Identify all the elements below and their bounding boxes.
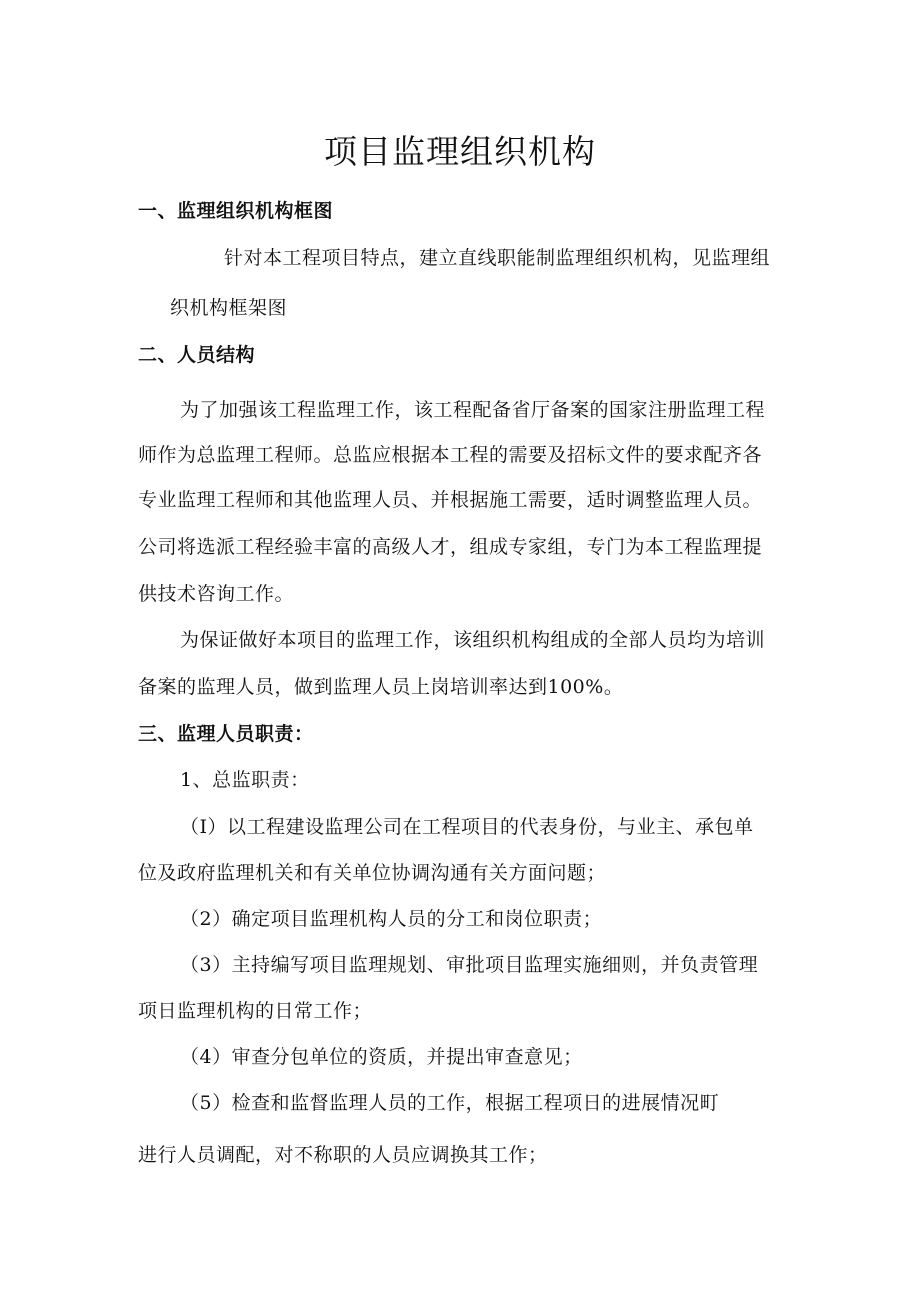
s3-item-3-line-1: （3）主持编写项目监理规划、审批项目监理实施细则，并负责管理 <box>180 954 759 976</box>
s1-paragraph-line-1: 针对本工程项目特点，建立直线职能制监理组织机构，见监理组 <box>224 247 771 269</box>
s3-item-5-line-1: （5）检查和监督监理人员的工作，根据工程项日的进展情况町 <box>180 1092 720 1114</box>
s3-item-1-line-1: （I）以工程建设监理公司在工程项目的代表身份，与业主、承包单 <box>180 816 754 838</box>
s3-item-5-line-2: 进行人员调配，对不称职的人员应调换其工作； <box>138 1144 548 1166</box>
s3-item-4: （4）审查分包单位的资质，并提出审查意见； <box>180 1046 583 1068</box>
page-title: 项目监理组织机构 <box>324 132 596 171</box>
s2-paragraph-1-line-1: 为了加强该工程监理工作，该工程配备省厅备案的国家注册监理工程 <box>180 399 766 421</box>
s3-subheading-1: 1、总监职责： <box>180 769 310 791</box>
s2-paragraph-1-line-3: 专业监理工程师和其他监理人员、并根据施工需要，适时调整监理人员。 <box>138 489 763 511</box>
s2-paragraph-2-line-2: 备案的监理人员，做到监理人员上岗培训率达到100%。 <box>138 676 624 698</box>
s1-paragraph-line-2: 织机构框架图 <box>170 297 288 319</box>
section-1-heading: 一、监理组织机构框图 <box>138 200 334 222</box>
section-3-heading: 三、监理人员职责： <box>138 723 314 745</box>
section-2-heading: 二、人员结构 <box>138 344 256 366</box>
s3-item-2: （2）确定项目监理机构人员的分工和岗位职责； <box>180 908 603 930</box>
s2-paragraph-1-line-2: 师作为总监理工程师。总监应根据本工程的需要及招标文件的要求配齐各 <box>138 444 763 466</box>
s3-item-3-line-2: 项日监理机构的日常工作； <box>138 1000 373 1022</box>
s2-paragraph-1-line-5: 供技术咨询工作。 <box>138 583 295 605</box>
s3-item-1-line-2: 位及政府监理机关和有关单位协调沟通有关方面问题； <box>138 862 607 884</box>
s2-paragraph-1-line-4: 公司将选派工程经验丰富的高级人才，组成专家组，专门为本工程监理提 <box>138 536 763 558</box>
s2-paragraph-2-line-1: 为保证做好本项目的监理工作，该组织机构组成的全部人员均为培训 <box>180 629 766 651</box>
